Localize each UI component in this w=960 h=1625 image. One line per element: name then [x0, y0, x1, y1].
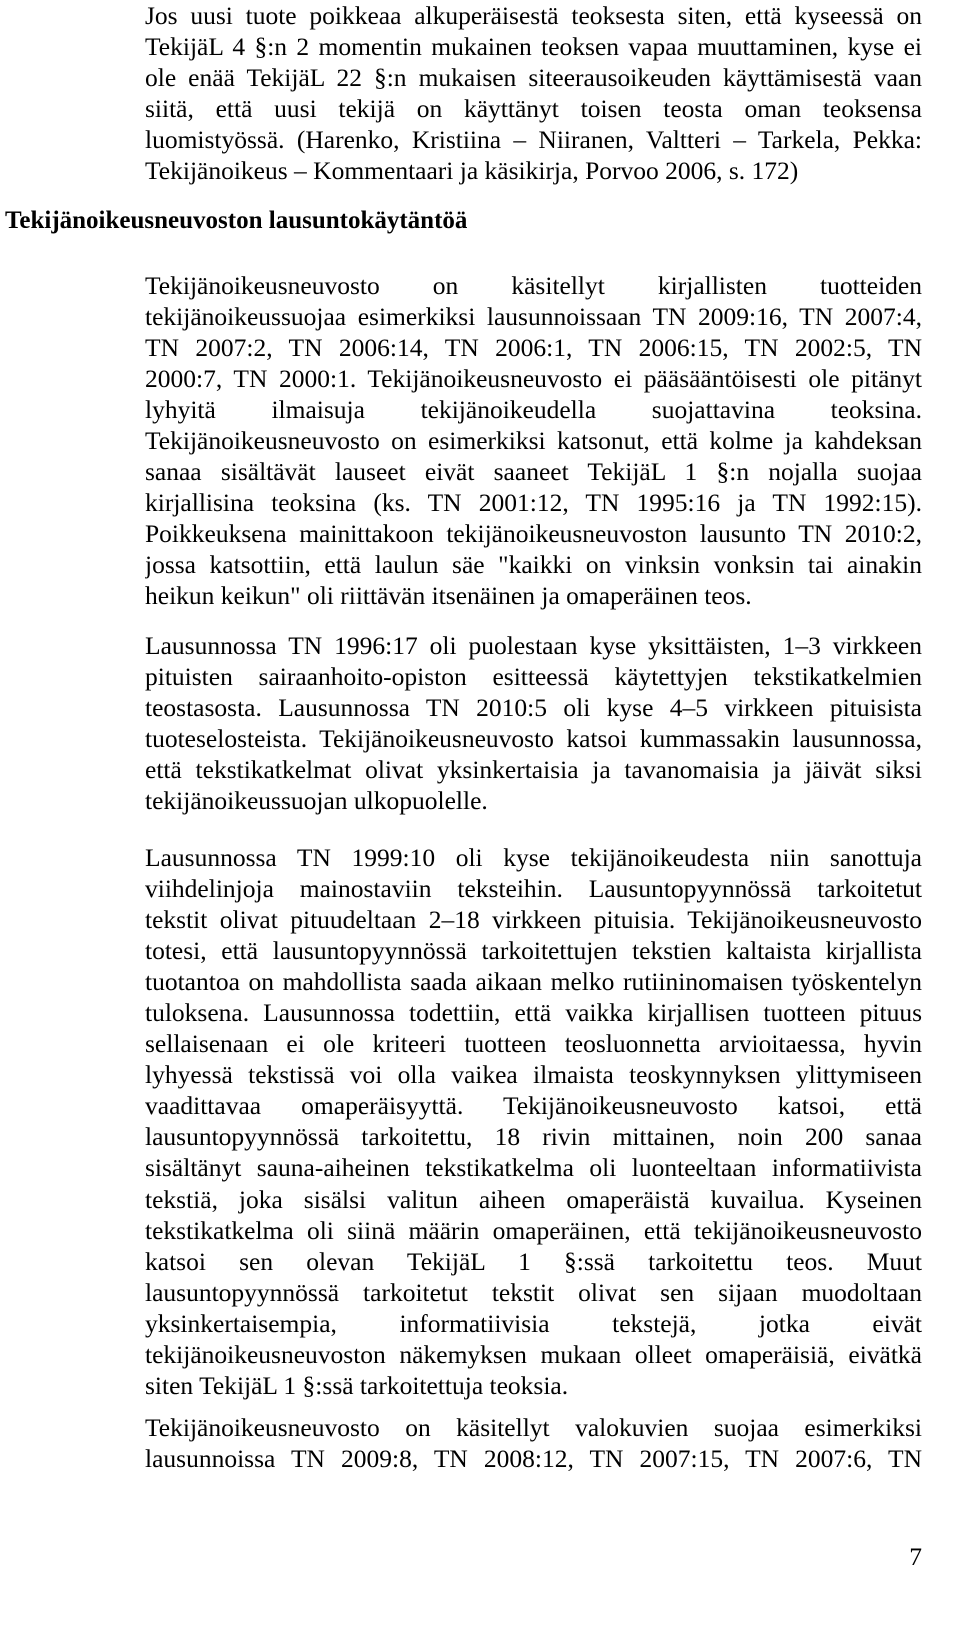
text-line: Tekijänoikeusneuvosto on käsitellyt valokuvien suojaa esimerkiksi: [145, 1412, 922, 1442]
text-line: tuloksena. Lausunnossa todettiin, että vaikka kirjallisen tuotteen pituus: [145, 997, 922, 1027]
text-line: Lausunnossa TN 1999:10 oli kyse tekijänoikeudesta niin sanottuja: [145, 842, 922, 872]
body-paragraph: [145, 630, 922, 817]
text-line: tekijänoikeussuojan ulkopuolelle.: [145, 785, 488, 815]
body-paragraph: [145, 1412, 922, 1474]
text-line: tekstikatkelma oli siinä määrin omaperäinen, että tekijänoikeusneuvosto: [145, 1215, 922, 1245]
text-line: tuotantoa on mahdollista saada aikaan melko rutiininomaisen työskentelyn: [145, 966, 922, 996]
text-line: vaadittavaa omaperäisyyttä. Tekijänoikeusneuvosto katsoi, että: [145, 1091, 922, 1121]
text-line: lausuntopyynnössä tarkoitettu, 18 rivin mittainen, noin 200 sanaa: [145, 1122, 922, 1152]
text-line: katsoi sen olevan TekijäL 1 §:ssä tarkoitettu teos. Muut: [145, 1246, 922, 1276]
text-line: TN 2007:2, TN 2006:14, TN 2006:1, TN 2006:15, TN 2002:5, TN: [145, 332, 922, 362]
text-line: totesi, että lausuntopyynnössä tarkoitettujen tekstien kaltaista kirjallista: [145, 935, 922, 965]
page-number: 7: [909, 1542, 922, 1571]
text-line: 2000:7, TN 2000:1. Tekijänoikeusneuvosto ei pääsääntöisesti ole pitänyt: [145, 363, 922, 393]
text-line: pituisten sairaanhoito-opiston esitteessä käytettyjen tekstikatkelmien: [145, 661, 922, 691]
text-line: luomistyössä. (Harenko, Kristiina – Niiranen, Valtteri – Tarkela, Pekka:: [145, 125, 922, 155]
text-line: yksinkertaisempia, informatiivisia tekstejä, jotka eivät: [145, 1308, 922, 1338]
text-line: lausunnoissa TN 2009:8, TN 2008:12, TN 2007:15, TN 2007:6, TN: [145, 1443, 922, 1473]
text-line: Tekijänoikeusneuvosto on esimerkiksi katsonut, että kolme ja kahdeksan: [145, 425, 922, 455]
text-line: Lausunnossa TN 1996:17 oli puolestaan kyse yksittäisten, 1–3 virkkeen: [145, 630, 922, 660]
text-line: sellaisenaan ei ole kriteeri tuotteen teosluonnetta arvioitaessa, hyvin: [145, 1029, 922, 1059]
text-line: Tekijänoikeus – Kommentaari ja käsikirja, Porvoo 2006, s. 172): [145, 156, 799, 186]
text-line: heikun keikun" oli riittävän itsenäinen ja omaperäinen teos.: [145, 581, 752, 611]
section-heading: Tekijänoikeusneuvoston lausuntokäytäntöä: [5, 207, 468, 234]
text-line: ole enää TekijäL 22 §:n mukaisen siteerausoikeuden käyttämisestä vaan: [145, 63, 922, 93]
text-line: Poikkeuksena mainittakoon tekijänoikeusneuvoston lausunto TN 2010:2,: [145, 519, 922, 549]
text-line: TekijäL 4 §:n 2 momentin mukainen teoksen vapaa muuttaminen, kyse ei: [145, 32, 922, 62]
text-line: teostasosta. Lausunnossa TN 2010:5 oli kyse 4–5 virkkeen pituisista: [145, 692, 922, 722]
text-line: sisältänyt sauna-aiheinen tekstikatkelma oli luonteeltaan informatiivista: [145, 1153, 922, 1183]
text-line: lausuntopyynnössä tarkoitetut tekstit olivat sen sijaan muodoltaan: [145, 1277, 922, 1307]
opening-paragraph: [145, 0, 922, 187]
body-paragraph: [145, 842, 922, 1402]
text-line: sanaa sisältävät lauseet eivät saaneet TekijäL 1 §:n nojalla suojaa: [145, 457, 922, 487]
text-line: tekstit olivat pituudeltaan 2–18 virkkeen pituisia. Tekijänoikeusneuvosto: [145, 904, 922, 934]
text-line: lyhyitä ilmaisuja tekijänoikeudella suojattavina teoksina.: [145, 394, 922, 424]
text-line: siten TekijäL 1 §:ssä tarkoitettuja teoksia.: [145, 1371, 569, 1401]
text-line: tuoteselosteista. Tekijänoikeusneuvosto katsoi kummassakin lausunnossa,: [145, 723, 922, 753]
text-line: jossa katsottiin, että laulun säe "kaikki on vinksin vonksin tai ainakin: [145, 550, 922, 580]
text-line: tekstiä, joka sisälsi valitun aiheen omaperäistä kuvailua. Kyseinen: [145, 1184, 922, 1214]
text-line: Jos uusi tuote poikkeaa alkuperäisestä teoksesta siten, että kyseessä on: [145, 1, 922, 30]
text-line: Tekijänoikeusneuvosto on käsitellyt kirjallisten tuotteiden: [145, 270, 922, 300]
text-line: tekijänoikeusneuvoston näkemyksen mukaan olleet omaperäisiä, eivätkä: [145, 1340, 922, 1369]
body-paragraph: [145, 270, 922, 612]
text-line: tekijänoikeussuojaa esimerkiksi lausunnoissaan TN 2009:16, TN 2007:4,: [145, 301, 922, 331]
text-line: viihdelinjoja mainostaviin teksteihin. Lausuntopyynnössä tarkoitetut: [145, 873, 922, 903]
text-line: että tekstikatkelmat olivat yksinkertaisia ja tavanomaisia ja jäivät siksi: [145, 754, 922, 784]
text-line: lyhyessä tekstissä voi olla vaikea ilmaista teoskynnyksen ylittymiseen: [145, 1060, 922, 1090]
text-line: kirjallisina teoksina (ks. TN 2001:12, TN 1995:16 ja TN 1992:15).: [145, 488, 922, 518]
text-line: siitä, että uusi tekijä on käyttänyt toisen teosta oman teoksensa: [145, 94, 922, 124]
